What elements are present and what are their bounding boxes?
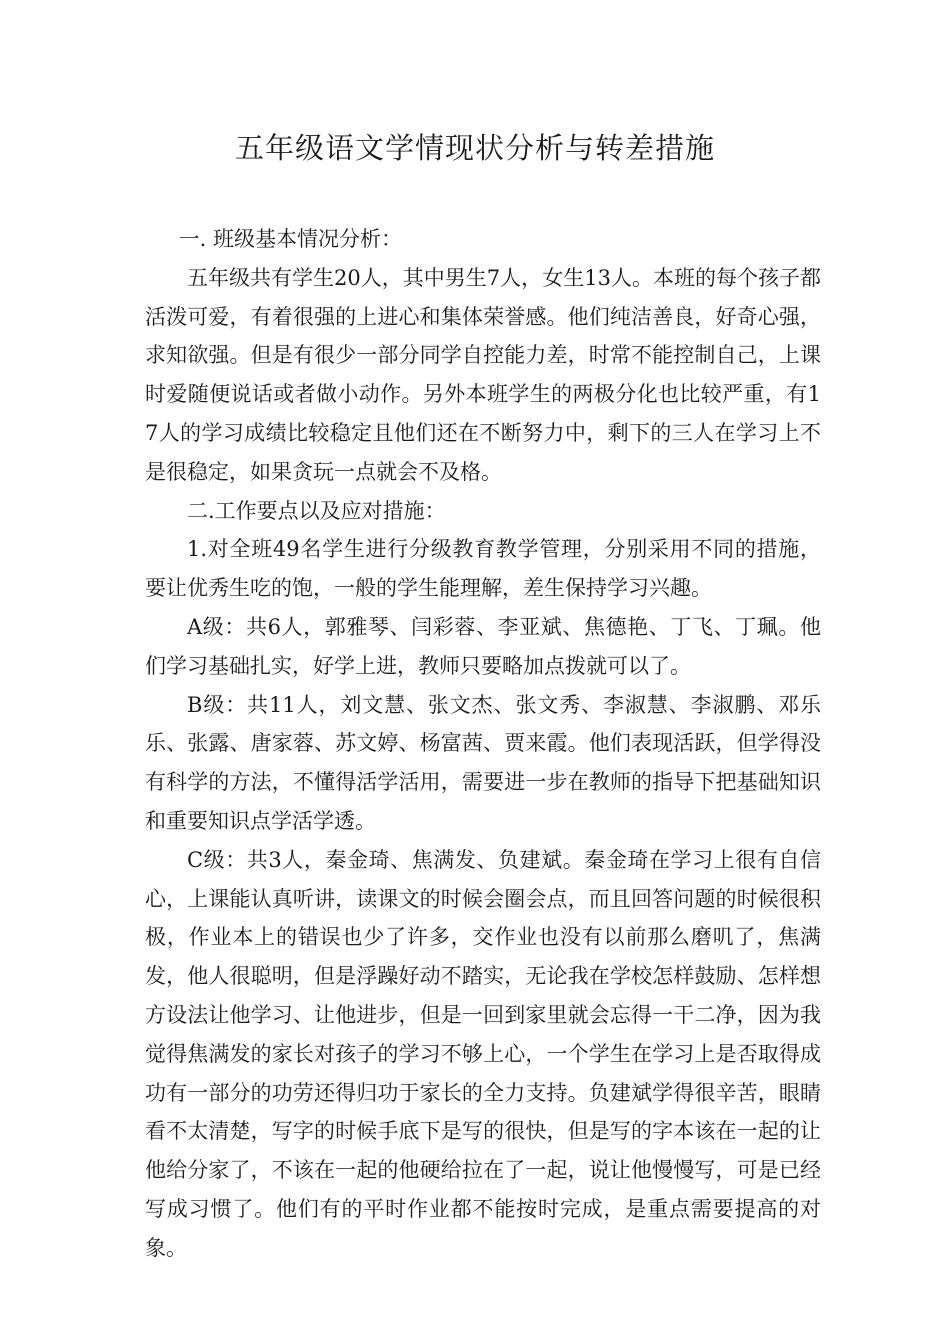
paragraph-class-overview: 五年级共有学生20人，其中男生7人，女生13人。本班的每个孩子都活泼可爱，有着很强的上进心和集体荣誉感。他们纯洁善良，好奇心强，求知欲强。但是有很少一部分同学自控能力差，时常不能控制自己，上课时爱随便说话或者做小动作。另外本班学生的两极分化也比较严重，有17人的学习成绩比较稳定且他们还在不断努力中，剩下的三人在学习上不是很稳定，如果贪玩一点就会不及格。 [145, 265, 821, 484]
section-heading-1: 一. 班级基本情况分析： [178, 227, 402, 251]
paragraph-level-c: C级：共3人，秦金琦、焦满发、负建斌。秦金琦在学习上很有自信心，上课能认真听讲，读课文的时候会圈会点，而且回答问题的时候很积极，作业本上的错误也少了许多，交作业也没有以前那么磨叽了，焦满发，他人很聪明，但是浮躁好动不踏实，无论我在学校怎样鼓励、怎样想方设法让他学习、让他进步，但是一回到家里就会忘得一干二净，因为我觉得焦满发的家长对孩子的学习不够上心，一个学生在学习上是否取得成功有一部分的功劳还得归功于家长的全力支持。负建斌学得很辛苦，眼睛看不太清楚，写字的时候手底下是写的很快，但是写的字本该在一起的让他给分家了，不该在一起的他硬给拉在了一起，说让他慢慢写，可是已经写成习惯了。他们有的平时作业都不能按时完成，是重点需要提高的对象。 [145, 847, 821, 1260]
section-heading-2: 二.工作要点以及应对措施： [187, 498, 446, 523]
document-body [145, 220, 821, 1268]
paragraph-graded-management: 1.对全班49名学生进行分级教育教学管理，分别采用不同的措施，要让优秀生吃的饱，一般的学生能理解，差生保持学习兴趣。 [145, 537, 821, 601]
document-title: 五年级语文学情现状分析与转差措施 [234, 131, 715, 165]
paragraph-level-a: A级：共6人，郭雅琴、闫彩蓉、李亚斌、焦德艳、丁飞、丁珮。他们学习基础扎实，好学上进，教师只要略加点拨就可以了。 [145, 614, 821, 678]
paragraph-level-b: B级：共11人，刘文慧、张文杰、张文秀、李淑慧、李淑鹏、邓乐乐、张露、唐家蓉、苏文婷、杨富茜、贾来霞。他们表现活跃，但学得没有科学的方法，不懂得活学活用，需要进一步在教师的指导下把基础知识和重要知识点学活学透。 [145, 692, 821, 833]
